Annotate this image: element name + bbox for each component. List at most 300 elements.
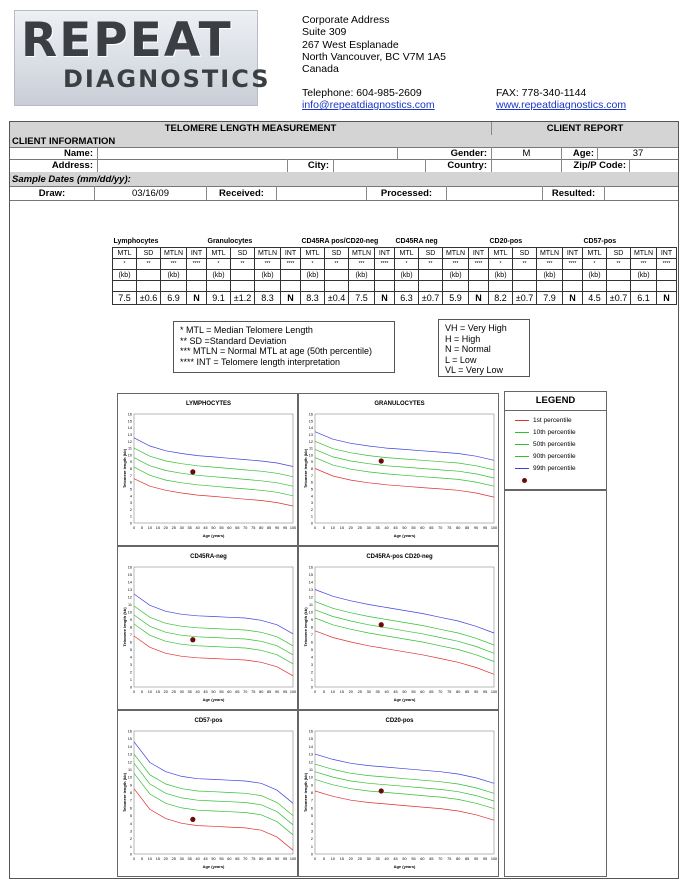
y-tick-label: 14: [127, 744, 132, 749]
y-tick-label: 10: [308, 453, 313, 458]
telomere-chart: [299, 711, 500, 878]
y-tick-label: 1: [310, 514, 313, 519]
value-cell: 5.9: [443, 292, 469, 305]
legend: [504, 391, 607, 490]
title-bar: [10, 122, 678, 136]
x-tick-label: 35: [187, 690, 192, 694]
legend-item-90th: [515, 453, 576, 460]
column-header: SD: [325, 248, 349, 259]
blank-cell: [657, 281, 677, 292]
x-tick-label: 60: [227, 690, 232, 694]
x-axis-label: Age (years): [393, 864, 416, 869]
unit-cell: (kb): [255, 270, 281, 281]
address-row: [10, 159, 678, 173]
x-tick-label: 40: [195, 526, 200, 530]
unit-cell: (kb): [349, 270, 375, 281]
zip-label: Zip/P Code:: [562, 159, 630, 172]
x-tick-label: 25: [171, 857, 176, 861]
x-tick-label: 100: [490, 857, 498, 861]
column-stars: ****: [187, 259, 207, 270]
y-tick-label: 10: [127, 453, 132, 458]
x-tick-label: 80: [259, 690, 264, 694]
address-value: [98, 159, 288, 172]
blank-cell: [301, 281, 325, 292]
unit-cell: (kb): [207, 270, 231, 281]
x-axis-label: Age (years): [393, 697, 416, 702]
x-tick-label: 50: [402, 526, 407, 530]
draw-value: 03/16/09: [95, 186, 207, 200]
value-cell: 9.1: [207, 292, 231, 305]
y-tick-label: 2: [310, 837, 313, 842]
x-tick-label: 90: [473, 857, 479, 861]
value-cell: ±0.4: [325, 292, 349, 305]
blank-cell: [443, 281, 469, 292]
x-tick-label: 20: [163, 526, 168, 530]
group-name: CD20-pos: [489, 237, 523, 245]
x-tick-label: 60: [420, 857, 425, 861]
x-tick-label: 0: [313, 690, 317, 694]
patient-point: [379, 622, 384, 627]
value-cell: 6.9: [161, 292, 187, 305]
y-tick-label: 12: [308, 439, 313, 444]
unit-cell: (kb): [395, 270, 419, 281]
x-tick-label: 10: [330, 690, 336, 694]
y-axis-label: Telomere length (kb): [122, 448, 127, 489]
company-logo: [14, 10, 271, 106]
telomere-chart: [118, 394, 299, 547]
processed-value: [447, 186, 543, 200]
y-tick-label: 8: [310, 467, 313, 471]
x-tick-label: 75: [251, 690, 256, 694]
x-tick-label: 10: [330, 857, 336, 861]
x-tick-label: 80: [456, 857, 461, 861]
x-tick-label: 70: [438, 690, 443, 694]
y-tick-label: 12: [127, 760, 132, 765]
x-tick-label: 55: [219, 857, 224, 861]
blank-cell: [375, 281, 395, 292]
column-header: MTL: [207, 248, 231, 259]
unit-cell: [513, 270, 537, 281]
sample-dates-header: [10, 172, 678, 187]
y-tick-label: 5: [129, 487, 132, 492]
x-tick-label: 15: [155, 857, 160, 861]
column-header: MTLN: [631, 248, 657, 259]
chart-panel: [117, 546, 298, 710]
y-tick-label: 14: [308, 580, 313, 585]
key-item: VL = Very Low: [445, 365, 503, 375]
legend-column: [504, 490, 607, 877]
address-line: Corporate Address: [302, 14, 390, 26]
x-tick-label: 50: [211, 690, 216, 694]
blank-cell: [563, 281, 583, 292]
blank-cell: [231, 281, 255, 292]
column-stars: *: [395, 259, 419, 270]
column-header: SD: [419, 248, 443, 259]
y-tick-label: 9: [129, 783, 132, 788]
column-header: MTL: [489, 248, 513, 259]
telomere-chart: [299, 394, 500, 547]
footnotes-box: [173, 321, 395, 373]
address-line: North Vancouver, BC V7M 1A5: [302, 50, 446, 63]
x-tick-label: 20: [163, 690, 168, 694]
x-tick-label: 60: [420, 690, 425, 694]
x-tick-label: 90: [473, 690, 479, 694]
y-tick-label: 11: [309, 767, 313, 772]
resulted-label: Resulted:: [543, 186, 605, 200]
column-header: INT: [187, 248, 207, 259]
value-cell: ±1.2: [231, 292, 255, 305]
telomere-chart: [299, 547, 500, 711]
y-tick-label: 9: [310, 460, 313, 465]
x-tick-label: 30: [366, 857, 371, 861]
x-tick-label: 90: [274, 690, 280, 694]
address-label: Address:: [10, 159, 98, 172]
blank-cell: [325, 281, 349, 292]
y-tick-label: 13: [127, 432, 132, 437]
x-tick-label: 95: [282, 857, 288, 861]
key-item: H = High: [445, 333, 481, 344]
column-stars: ****: [657, 259, 677, 270]
legend-point-marker: [522, 478, 527, 483]
value-cell: ±0.7: [513, 292, 537, 305]
x-tick-label: 0: [132, 690, 136, 694]
processed-label: Processed:: [367, 186, 447, 200]
unit-cell: [563, 270, 583, 281]
x-tick-label: 65: [429, 857, 434, 861]
legend-item-50th: [515, 441, 576, 448]
blank-cell: [395, 281, 419, 292]
blank-cell: [537, 281, 563, 292]
column-header: INT: [563, 248, 583, 259]
y-tick-label: 13: [127, 588, 132, 592]
y-tick-label: 11: [128, 603, 132, 607]
x-tick-label: 80: [456, 690, 461, 694]
x-tick-label: 30: [179, 526, 184, 530]
blank-cell: [161, 281, 187, 292]
x-tick-label: 75: [447, 857, 452, 861]
column-stars: **: [325, 259, 349, 270]
y-tick-label: 13: [308, 432, 313, 437]
y-tick-label: 7: [310, 633, 313, 637]
y-tick-label: 16: [127, 729, 132, 734]
received-value: [277, 186, 367, 200]
y-tick-label: 13: [308, 752, 313, 757]
column-stars: *: [583, 259, 607, 270]
plot-area: [134, 567, 293, 687]
x-axis-label: Age (years): [393, 533, 416, 538]
website-link[interactable]: www.repeatdiagnostics.com: [496, 99, 627, 111]
x-tick-label: 70: [243, 857, 248, 861]
x-tick-label: 80: [456, 526, 461, 530]
fax: FAX: 778-340-1144: [496, 87, 587, 99]
x-tick-label: 50: [402, 857, 407, 861]
y-tick-label: 2: [129, 837, 132, 842]
blank-cell: [113, 281, 137, 292]
footnote: **** INT = Telomere length interpretation: [180, 356, 341, 367]
y-tick-label: 16: [308, 412, 313, 417]
value-cell: 8.3: [301, 292, 325, 305]
key-item: N = Normal: [445, 344, 491, 354]
y-tick-label: 13: [308, 588, 313, 592]
unit-cell: (kb): [161, 270, 187, 281]
legend-item-1st: [515, 417, 572, 424]
column-stars: *: [113, 259, 137, 270]
value-cell: N: [469, 292, 489, 305]
y-tick-label: 4: [310, 821, 313, 826]
x-tick-label: 10: [147, 857, 153, 861]
x-tick-label: 0: [313, 526, 317, 530]
chart-title: CD45RA-pos CD20-neg: [366, 554, 433, 560]
key-item: VH = Very High: [445, 323, 507, 333]
value-cell: 8.2: [489, 292, 513, 305]
x-tick-label: 100: [289, 857, 297, 861]
blank-cell: [583, 281, 607, 292]
x-tick-label: 40: [384, 857, 389, 861]
column-stars: ***: [443, 259, 469, 270]
x-tick-label: 0: [132, 526, 136, 530]
column-stars: ***: [161, 259, 187, 270]
y-tick-label: 9: [129, 460, 132, 465]
blank-cell: [513, 281, 537, 292]
x-tick-label: 85: [267, 526, 272, 530]
y-tick-label: 0: [310, 852, 313, 857]
received-label: Received:: [207, 186, 277, 200]
column-header: SD: [137, 248, 161, 259]
city-label: City:: [288, 159, 334, 172]
x-axis-label: Age (years): [202, 697, 225, 702]
x-tick-label: 55: [411, 526, 416, 530]
y-tick-label: 5: [310, 487, 313, 492]
x-tick-label: 50: [402, 690, 407, 694]
y-tick-label: 3: [310, 663, 313, 667]
legend-label: 99th percentile: [533, 465, 576, 472]
group-name: Lymphocytes: [113, 237, 159, 245]
x-tick-label: 55: [411, 690, 416, 694]
x-tick-label: 0: [313, 857, 317, 861]
x-tick-label: 25: [357, 857, 362, 861]
column-header: MTLN: [255, 248, 281, 259]
y-tick-label: 12: [308, 760, 313, 765]
gender-label: Gender:: [398, 147, 492, 159]
value-cell: N: [657, 292, 677, 305]
y-tick-label: 6: [129, 480, 132, 485]
value-cell: N: [187, 292, 207, 305]
y-tick-label: 16: [308, 729, 313, 734]
y-tick-label: 6: [129, 640, 132, 645]
y-tick-label: 4: [129, 655, 132, 660]
y-tick-label: 9: [310, 783, 313, 788]
x-tick-label: 85: [267, 690, 272, 694]
x-tick-label: 95: [482, 857, 488, 861]
telomere-chart: [118, 547, 299, 711]
unit-cell: [419, 270, 443, 281]
y-tick-label: 10: [127, 610, 132, 615]
x-tick-label: 30: [179, 857, 184, 861]
blank-cell: [281, 281, 301, 292]
y-tick-label: 14: [308, 744, 313, 749]
x-tick-label: 60: [420, 526, 425, 530]
y-tick-label: 6: [310, 806, 313, 811]
unit-cell: (kb): [537, 270, 563, 281]
patient-point: [379, 788, 384, 793]
column-stars: **: [513, 259, 537, 270]
chart-panel: [298, 546, 499, 710]
x-tick-label: 70: [438, 526, 443, 530]
x-tick-label: 90: [274, 526, 280, 530]
y-tick-label: 7: [129, 633, 132, 637]
draw-label: Draw:: [10, 186, 95, 200]
x-tick-label: 55: [219, 526, 224, 530]
email-link[interactable]: info@repeatdiagnostics.com: [302, 99, 435, 111]
blank-cell: [255, 281, 281, 292]
y-tick-label: 4: [310, 494, 313, 499]
value-cell: N: [563, 292, 583, 305]
y-tick-label: 15: [308, 573, 313, 577]
legend-swatch: [515, 420, 529, 421]
x-tick-label: 80: [259, 526, 264, 530]
resulted-value: [605, 186, 678, 200]
y-tick-label: 3: [129, 829, 132, 834]
x-tick-label: 100: [289, 526, 297, 530]
y-tick-label: 5: [129, 814, 132, 819]
value-cell: 6.1: [631, 292, 657, 305]
x-tick-label: 80: [259, 857, 264, 861]
legend-title: LEGEND: [505, 392, 606, 411]
legend-swatch: [515, 468, 529, 469]
y-tick-label: 15: [127, 737, 132, 742]
y-tick-label: 2: [310, 507, 313, 512]
blank-cell: [469, 281, 489, 292]
age-label: Age:: [562, 147, 598, 159]
y-tick-label: 3: [310, 829, 313, 834]
legend-label: 1st percentile: [533, 417, 572, 424]
x-tick-label: 10: [147, 690, 153, 694]
unit-cell: (kb): [631, 270, 657, 281]
x-tick-label: 40: [384, 526, 389, 530]
footnote: ** SD =Standard Deviation: [180, 335, 287, 346]
unit-cell: [607, 270, 631, 281]
y-tick-label: 11: [309, 603, 313, 607]
column-stars: ***: [255, 259, 281, 270]
column-stars: ***: [631, 259, 657, 270]
logo-line1: REPEAT: [21, 13, 233, 68]
chart-title: GRANULOCYTES: [374, 401, 425, 407]
y-tick-label: 6: [310, 640, 313, 645]
column-header: INT: [657, 248, 677, 259]
y-tick-label: 2: [129, 507, 132, 512]
column-stars: ****: [281, 259, 301, 270]
column-stars: **: [137, 259, 161, 270]
x-tick-label: 15: [339, 857, 344, 861]
x-tick-label: 75: [251, 857, 256, 861]
x-tick-label: 75: [447, 526, 452, 530]
y-tick-label: 1: [310, 678, 313, 682]
y-tick-label: 11: [309, 446, 313, 451]
x-tick-label: 25: [171, 526, 176, 530]
patient-point: [190, 817, 195, 822]
y-tick-label: 6: [310, 480, 313, 485]
plot-area: [315, 414, 494, 523]
column-header: MTLN: [537, 248, 563, 259]
unit-cell: [325, 270, 349, 281]
x-tick-label: 60: [227, 526, 232, 530]
x-tick-label: 95: [482, 690, 488, 694]
y-tick-label: 1: [129, 678, 132, 682]
value-cell: N: [281, 292, 301, 305]
x-axis-label: Age (years): [202, 864, 225, 869]
country-value: [492, 159, 562, 172]
x-tick-label: 85: [465, 690, 470, 694]
x-tick-label: 45: [393, 526, 398, 530]
column-stars: ****: [375, 259, 395, 270]
x-tick-label: 15: [155, 690, 160, 694]
column-stars: ***: [349, 259, 375, 270]
y-tick-label: 15: [308, 419, 313, 424]
legend-swatch: [515, 432, 529, 433]
y-tick-label: 15: [308, 737, 313, 742]
y-tick-label: 9: [129, 618, 132, 622]
x-tick-label: 35: [375, 690, 380, 694]
y-tick-label: 3: [310, 501, 313, 506]
x-tick-label: 40: [384, 690, 389, 694]
y-tick-label: 14: [308, 426, 313, 431]
y-tick-label: 2: [310, 670, 313, 675]
chart-panel: [117, 393, 298, 546]
y-tick-label: 8: [310, 791, 313, 795]
y-tick-label: 16: [127, 565, 132, 570]
y-tick-label: 9: [310, 618, 313, 622]
city-value: [334, 159, 426, 172]
gender-value: M: [492, 147, 562, 159]
column-stars: ****: [563, 259, 583, 270]
value-cell: 7.9: [537, 292, 563, 305]
blank-cell: [207, 281, 231, 292]
x-tick-label: 65: [429, 690, 434, 694]
x-tick-label: 30: [366, 526, 371, 530]
footnote: *** MTLN = Normal MTL at age (50th percentile): [180, 346, 372, 356]
x-tick-label: 40: [195, 690, 200, 694]
unit-cell: [469, 270, 489, 281]
x-tick-label: 5: [140, 857, 144, 861]
interpretation-key: [438, 319, 530, 377]
plot-area: [134, 731, 293, 854]
y-tick-label: 7: [310, 798, 313, 803]
x-tick-label: 35: [375, 857, 380, 861]
column-stars: *: [301, 259, 325, 270]
client-info-title: CLIENT INFORMATION: [12, 135, 116, 147]
blank-cell: [631, 281, 657, 292]
unit-cell: [281, 270, 301, 281]
x-tick-label: 5: [140, 690, 144, 694]
x-tick-label: 65: [235, 690, 240, 694]
dates-row: [10, 186, 678, 201]
legend-swatch: [515, 444, 529, 445]
column-stars: **: [419, 259, 443, 270]
legend-label: 10th percentile: [533, 429, 576, 436]
country-label: Country:: [426, 159, 492, 172]
footnote: * MTL = Median Telomere Length: [180, 325, 313, 335]
x-tick-label: 20: [348, 690, 353, 694]
x-tick-label: 95: [282, 526, 288, 530]
x-tick-label: 45: [203, 690, 208, 694]
y-tick-label: 7: [129, 798, 132, 803]
x-tick-label: 100: [490, 690, 498, 694]
column-header: MTL: [395, 248, 419, 259]
x-tick-label: 85: [465, 526, 470, 530]
x-tick-label: 70: [438, 857, 443, 861]
address-line: Canada: [302, 63, 339, 76]
x-tick-label: 95: [282, 690, 288, 694]
